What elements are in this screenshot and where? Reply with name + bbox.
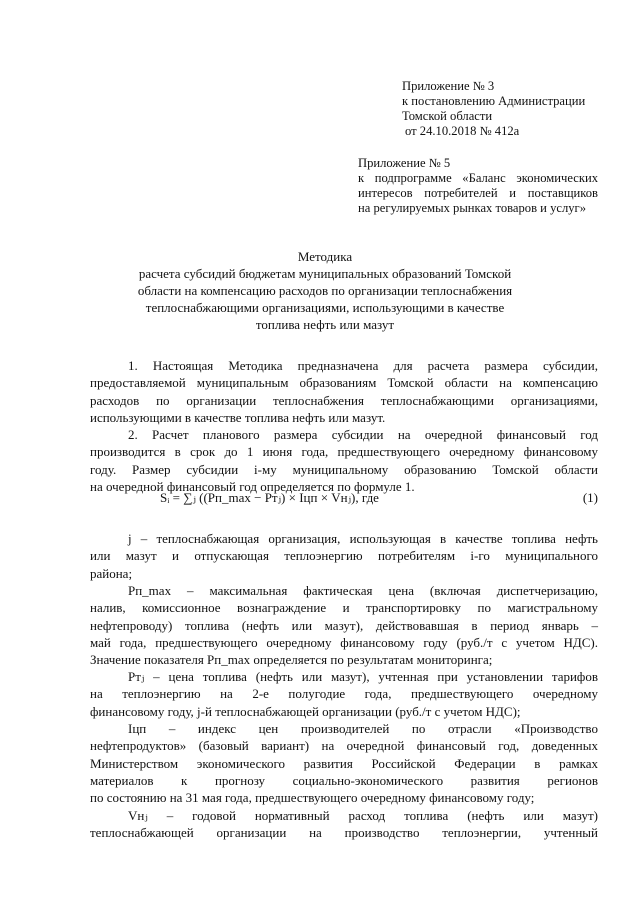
paragraph-line: производится в срок до 1 июня года, предшествующего очередному финансовому — [90, 444, 598, 460]
definition-line: материалов к прогнозу социально-экономического развития регионов — [90, 772, 598, 788]
title-line: расчета субсидий бюджетам муниципальных образований Томской — [138, 266, 512, 281]
paragraph-line: 2. Расчет планового размера субсидии на очередной финансовый год — [128, 427, 598, 442]
attachment-5-header — [358, 156, 598, 216]
title-line: области на компенсацию расходов по организации теплоснабжения — [137, 283, 513, 298]
formula-expression: Sᵢ = ∑ⱼ ((Рп_max − Ртⱼ) × Iцп × Vнⱼ), где — [160, 490, 379, 505]
definition-line: налив, комиссионное вознаграждение и транспортировку по магистральному — [90, 600, 598, 616]
definition-line: на теплоэнергию на 2-е полугодие года, предшествующего очередному — [90, 686, 598, 702]
attachment-3-line: к постановлению Администрации — [402, 94, 586, 108]
definition-line: нефтепродуктов» (базовый вариант) на очередной финансовый год, доведенных — [90, 738, 598, 754]
paragraph-2 — [90, 426, 598, 495]
title-line: топлива нефть или мазут — [255, 317, 395, 332]
definition-line: нефтепроводу) топлива (нефть или мазут), действовавшая в период январь – — [90, 617, 598, 633]
title-line: Методика — [297, 249, 353, 264]
definition-icp — [90, 720, 598, 806]
definition-line: Рп_max – максимальная фактическая цена (включая диспетчеризацию, — [128, 583, 598, 598]
definition-line: май года, предшествующего очередному финансовому году (руб./т с учетом НДС). — [90, 634, 598, 650]
definition-j — [90, 530, 598, 582]
definition-line: финансовому году, j-й теплоснабжающей организации (руб./т с учетом НДС); — [90, 703, 521, 719]
definition-pt — [90, 668, 598, 720]
definition-vn — [90, 807, 598, 842]
definition-line: Iцп – индекс цен производителей по отрасли «Производство — [128, 721, 598, 736]
definition-line: Vнⱼ – годовой нормативный расход топлива (нефть или мазут) — [128, 808, 598, 823]
definition-line: района; — [90, 565, 133, 581]
paragraph-line: году. Размер субсидии i-му муниципальному образованию Томской области — [90, 461, 598, 477]
attachment-3-header — [402, 79, 622, 139]
title-line: теплоснабжающими организациями, использующими в качестве — [145, 300, 505, 315]
attachment-5-line: на регулируемых рынках товаров и услуг» — [358, 201, 586, 215]
paragraph-line: 1. Настоящая Методика предназначена для расчета размера субсидии, — [128, 358, 598, 373]
attachment-5-line: к подпрограмме «Баланс экономических — [358, 171, 598, 185]
attachment-3-line: Томской области — [402, 109, 493, 123]
formula-number: (1) — [582, 490, 598, 505]
definition-line: Значение показателя Рп_max определяется по результатам мониторинга; — [90, 652, 493, 668]
formula-1 — [160, 490, 598, 512]
paragraph-line: расходов по организации теплоснабжения теплоснабжающими организациями, — [90, 392, 598, 408]
attachment-5-line: Приложение № 5 — [358, 156, 451, 170]
attachment-5-line: интересов потребителей и поставщиков — [358, 186, 598, 200]
paragraph-line: предоставляемой муниципальным образованиям Томской области на компенсацию — [90, 375, 598, 391]
document-title — [90, 248, 560, 333]
attachment-3-line: от 24.10.2018 № 412а — [405, 124, 520, 138]
definition-line: Ртⱼ – цена топлива (нефть или мазут), учтенная при установлении тарифов — [128, 669, 598, 684]
attachment-3-line: Приложение № 3 — [402, 79, 495, 93]
paragraph-1 — [90, 357, 598, 426]
paragraph-line: на очередной финансовый год определяется по формуле 1. — [90, 478, 415, 494]
definition-line: Министерством экономического развития Российской Федерации в рамках — [90, 755, 598, 771]
definition-line: j – теплоснабжающая организация, использующая в качестве топлива нефть — [128, 531, 598, 546]
definition-line: теплоснабжающей организации на производство теплоэнергии, учтенный — [90, 825, 598, 841]
paragraph-line: использующими в качестве топлива нефть или мазут. — [90, 409, 386, 425]
definition-line: по состоянию на 31 мая года, предшествующего очередному финансовому году; — [90, 790, 535, 806]
definition-pmax — [90, 582, 598, 668]
definition-line: или мазут и отпускающая теплоэнергию потребителям i-го муниципального — [90, 548, 598, 564]
